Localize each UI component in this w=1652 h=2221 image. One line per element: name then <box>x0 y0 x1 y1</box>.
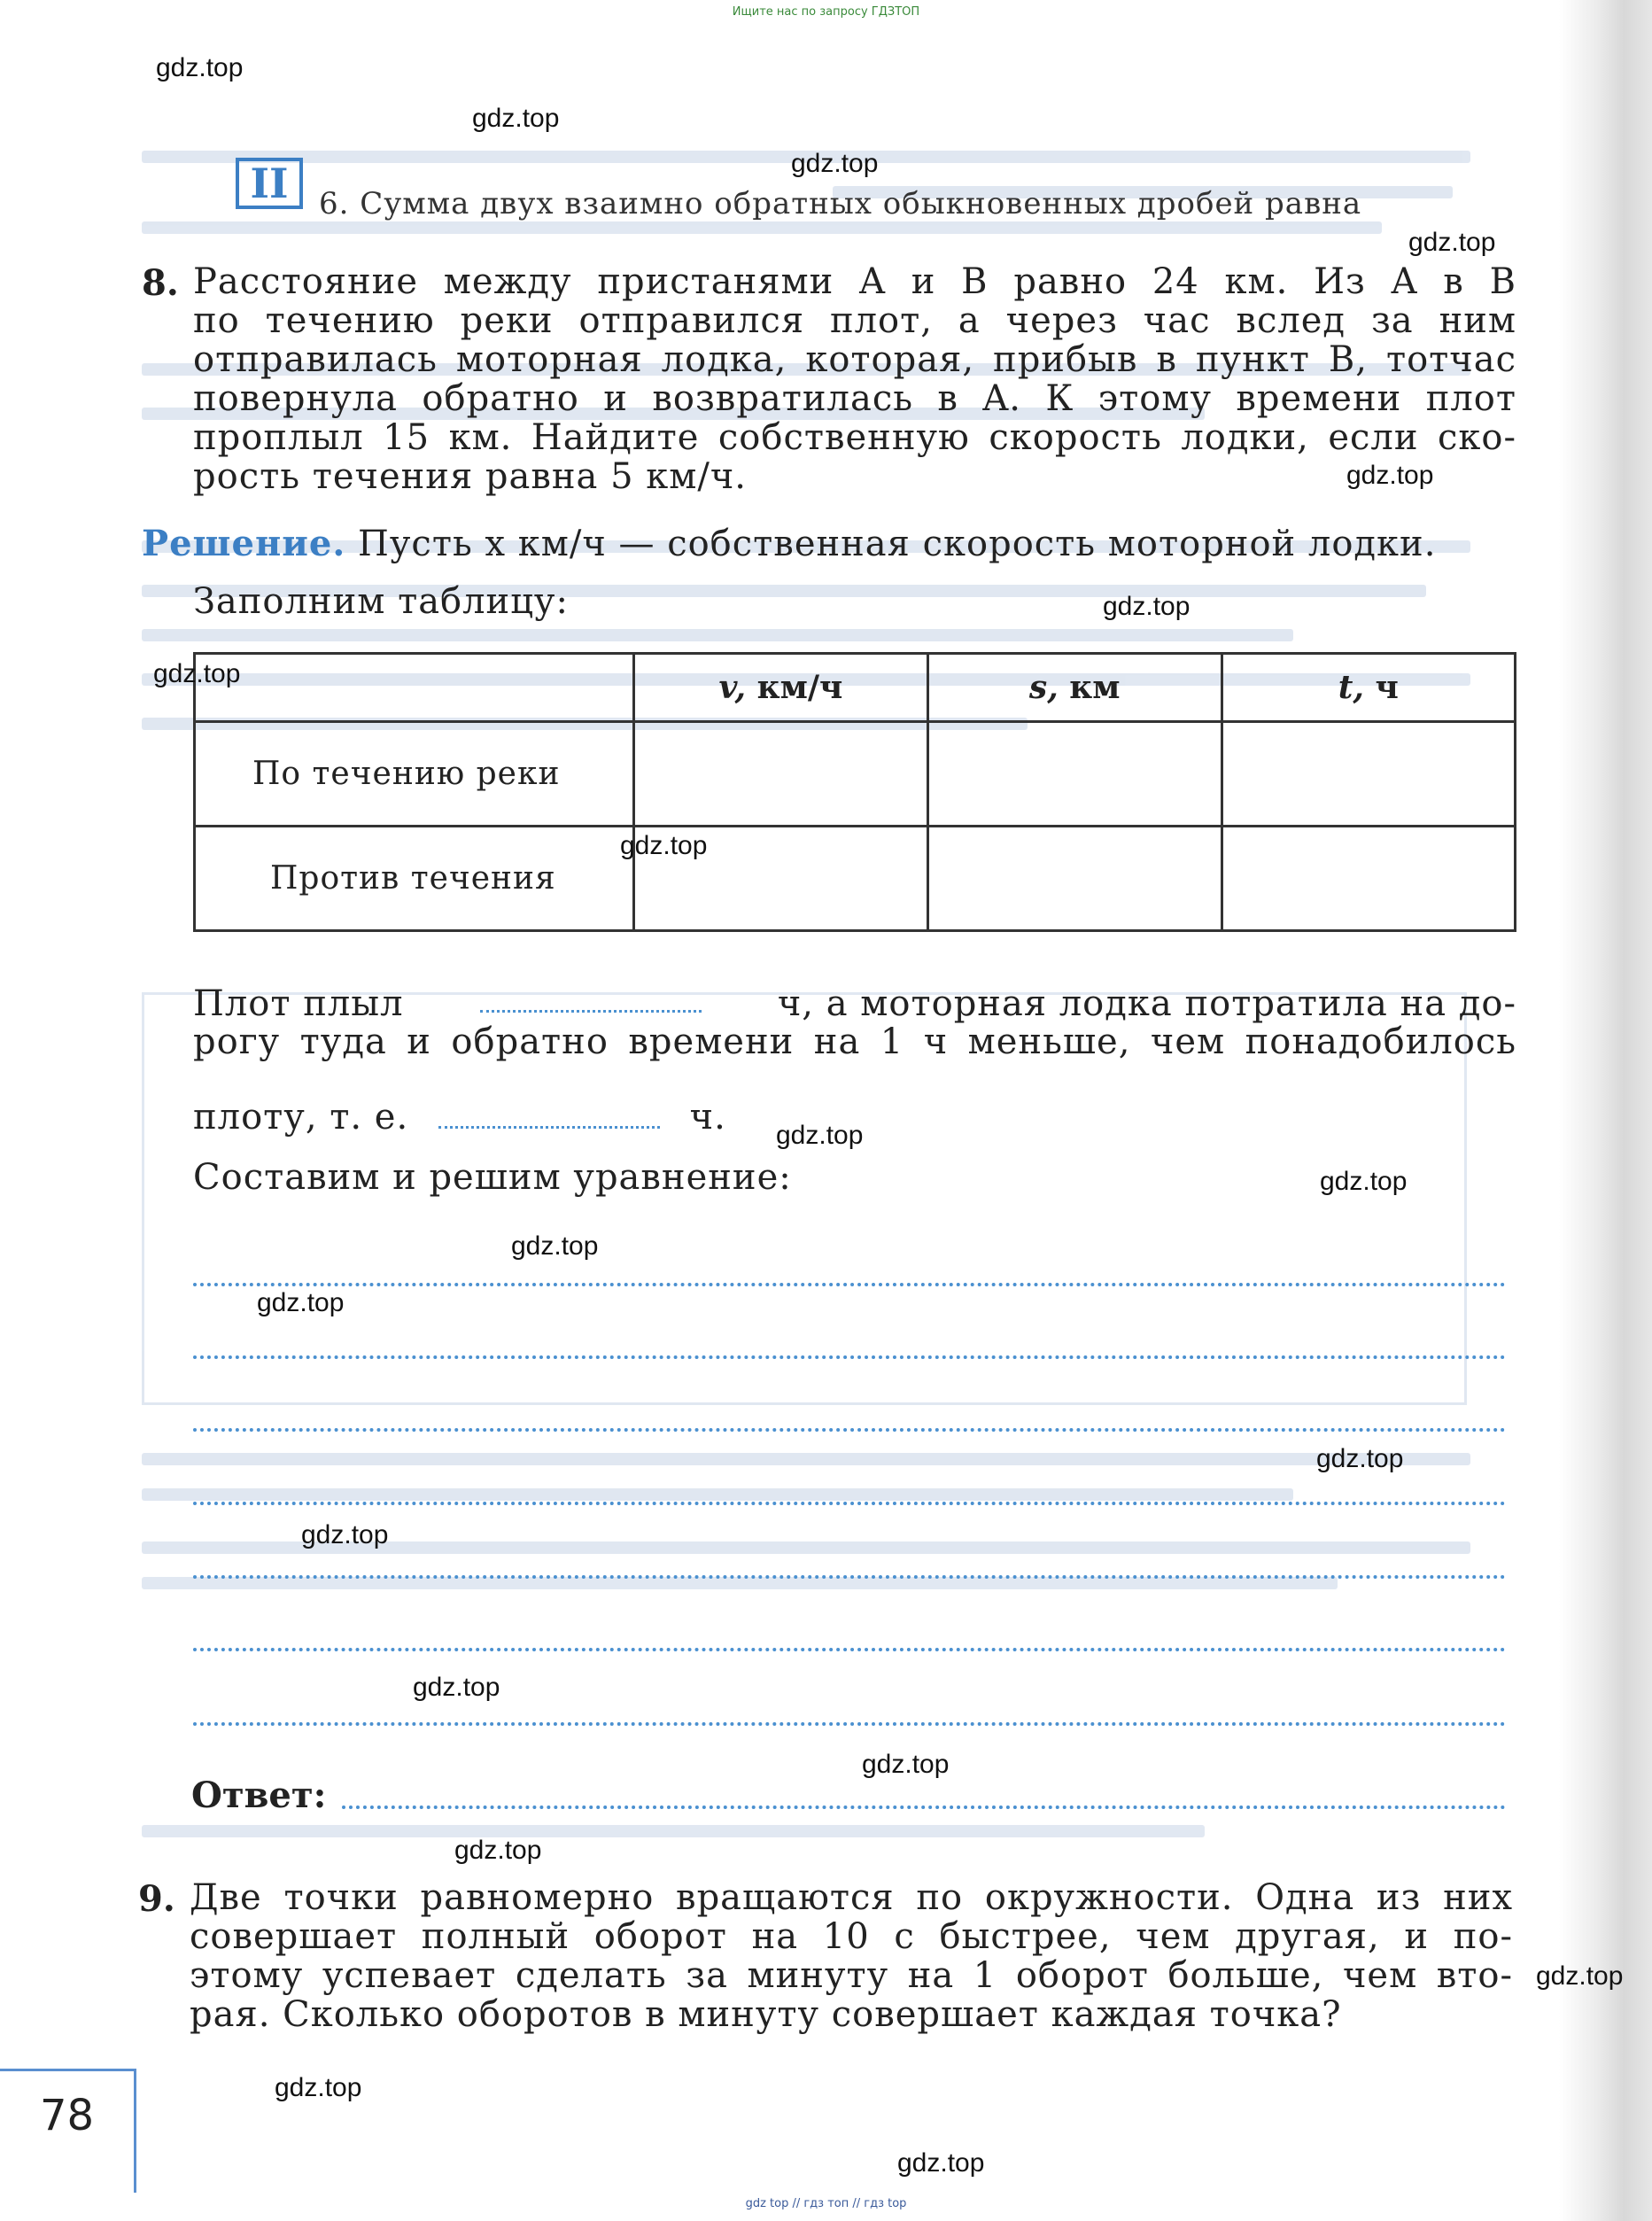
table-row-downstream: По течению реки <box>195 722 634 827</box>
watermark: gdz.top <box>791 149 879 178</box>
problem-8-line: рость течения равна 5 км/ч. <box>193 456 748 497</box>
watermark: gdz.top <box>1536 1961 1624 1991</box>
table-row-upstream: Против течения <box>195 827 634 931</box>
bottom-note: gdz top // гдз топ // гдз top <box>745 2197 907 2210</box>
watermark: gdz.top <box>156 53 244 82</box>
watermark: gdz.top <box>511 1231 599 1261</box>
answer-line[interactable] <box>193 1355 1506 1359</box>
problem-9-text <box>190 1878 1513 2034</box>
problem-8-line: повернула обратно и возвратилась в A. К этому времени плот <box>193 378 1516 419</box>
equation-caption: Составим и решим уравнение: <box>193 1157 792 1198</box>
answer-line[interactable] <box>193 1575 1506 1579</box>
table-corner <box>195 654 634 722</box>
watermark: gdz.top <box>776 1121 864 1150</box>
watermark: gdz.top <box>1408 228 1496 257</box>
table-cell[interactable] <box>927 827 1222 931</box>
table-header-t: t, ч <box>1222 654 1515 722</box>
problem-9-line: рая. Сколько оборотов в минуту совершает каждая точка? <box>190 1994 1342 2035</box>
problem-9-number: 9. <box>138 1878 175 1920</box>
solution-intro: Пусть x км/ч — собственная скорость моторной лодки. <box>358 524 1437 564</box>
raft-line-1 <box>193 983 1516 1024</box>
section-badge: II <box>236 158 303 209</box>
answer-line[interactable] <box>193 1283 1506 1286</box>
raft-time-blank[interactable] <box>480 983 702 1013</box>
watermark: gdz.top <box>301 1520 389 1549</box>
raft-text-1: Плот плыл <box>193 983 404 1024</box>
fill-table-caption: Заполним таблицу: <box>193 581 569 622</box>
answer-line[interactable] <box>193 1428 1506 1432</box>
raft-text-2: ч, а моторная лодка потратила на до- <box>777 983 1516 1024</box>
raft-text-4: ч. <box>689 1097 726 1138</box>
table-header-s: s, км <box>927 654 1222 722</box>
raft-text-3: плоту, т. е. <box>193 1097 409 1138</box>
answer-line[interactable] <box>193 1722 1506 1726</box>
answer-line[interactable] <box>193 1648 1506 1651</box>
page-edge-shadow <box>1559 0 1652 2221</box>
watermark: gdz.top <box>1103 592 1191 621</box>
watermark: gdz.top <box>257 1288 345 1317</box>
answer-label: Ответ: <box>191 1774 327 1816</box>
problem-8-line: по течению реки отправился плот, а через час вслед за ним <box>193 300 1516 341</box>
previous-problem-tail: 6. Сумма двух взаимно обратных обыкновенных дробей равна <box>319 186 1362 221</box>
problem-8-line: отправилась моторная лодка, которая, прибыв в пункт B, тотчас <box>193 339 1516 380</box>
problem-9-line: этому успевает сделать за минуту на 1 оборот больше, чем вто- <box>190 1955 1513 1996</box>
watermark: gdz.top <box>620 831 708 860</box>
watermark: gdz.top <box>275 2073 362 2102</box>
answer-line[interactable] <box>193 1502 1506 1505</box>
problem-8-line: Расстояние между пристанями A и B равно 24 км. Из A в B <box>193 261 1516 302</box>
watermark: gdz.top <box>1320 1167 1408 1196</box>
problem-8-line: проплыл 15 км. Найдите собственную скорость лодки, если ско- <box>193 417 1516 458</box>
top-note: Ищите нас по запросу ГДЗТОП <box>732 5 920 19</box>
raft-line-2: рогу туда и обратно времени на 1 ч меньше, чем понадобилось <box>193 1021 1516 1062</box>
watermark: gdz.top <box>1316 1444 1404 1473</box>
watermark: gdz.top <box>413 1673 500 1702</box>
watermark: gdz.top <box>472 104 560 133</box>
watermark: gdz.top <box>897 2148 985 2178</box>
table-header-v: v, км/ч <box>634 654 928 722</box>
problem-8-number: 8. <box>142 262 179 304</box>
page-number: 78 <box>0 2069 136 2193</box>
raft-diff-blank[interactable] <box>438 1099 660 1129</box>
problem-8-text <box>193 262 1516 496</box>
solution-table <box>193 652 1516 932</box>
watermark: gdz.top <box>1346 461 1434 490</box>
watermark: gdz.top <box>454 1836 542 1865</box>
watermark: gdz.top <box>862 1750 950 1779</box>
problem-9-line: Две точки равномерно вращаются по окружности. Одна из них <box>190 1877 1513 1918</box>
problem-9-line: совершает полный оборот на 10 с быстрее, чем другая, и по- <box>190 1916 1513 1957</box>
answer-field[interactable] <box>342 1806 1506 1809</box>
table-cell[interactable] <box>927 722 1222 827</box>
solution-intro-line <box>142 523 1436 564</box>
watermark: gdz.top <box>153 659 241 688</box>
table-cell[interactable] <box>1222 827 1515 931</box>
table-cell[interactable] <box>634 722 928 827</box>
solution-label: Решение. <box>142 523 346 564</box>
raft-line-3 <box>193 1097 726 1138</box>
table-cell[interactable] <box>1222 722 1515 827</box>
